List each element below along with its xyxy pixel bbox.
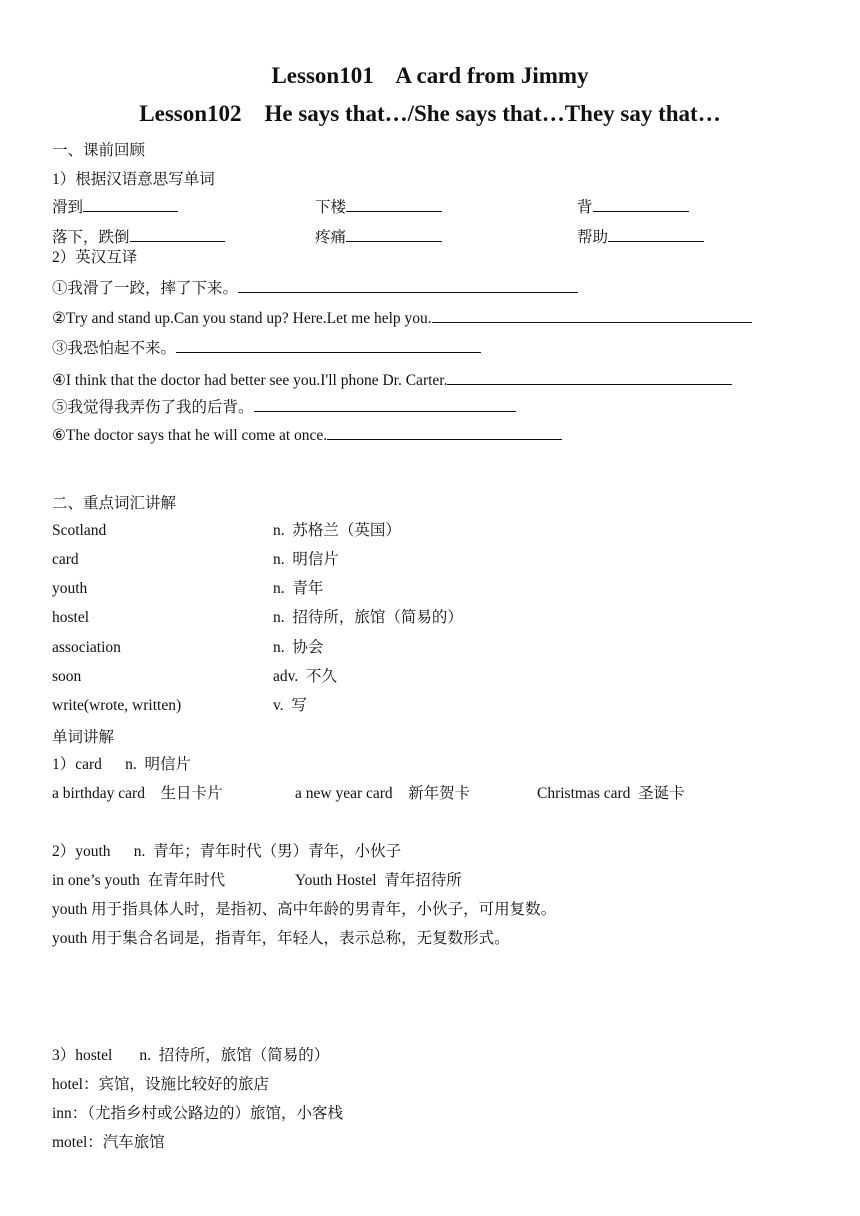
word-label: 滑到: [52, 199, 84, 216]
answer-blank[interactable]: [593, 196, 689, 212]
word-blank-6: [577, 226, 704, 248]
vocab-word: soon: [52, 668, 82, 685]
vocab-word: Scotland: [52, 522, 107, 539]
explain-heading: 单词讲解: [52, 729, 115, 746]
youth-entry-head: 2）youth n. 青年；青年时代（男）青年，小伙子: [52, 843, 402, 860]
vocab-definition: n. 青年: [273, 580, 324, 597]
youth-example: in one’s youth 在青年时代: [52, 872, 226, 889]
review-heading: 一、课前回顾: [52, 142, 146, 159]
answer-blank[interactable]: [176, 337, 481, 353]
sentence-text: ⑤我觉得我弄伤了我的后背。: [52, 399, 254, 416]
vocab-heading: 二、重点词汇讲解: [52, 495, 177, 512]
youth-note: youth 用于集合名词是，指青年，年轻人，表示总称，无复数形式。: [52, 930, 510, 947]
translate-sentence-5: [52, 396, 516, 418]
card-example: Christmas card 圣诞卡: [537, 785, 685, 802]
answer-blank[interactable]: [346, 226, 442, 242]
word-label: 下楼: [315, 199, 347, 216]
answer-blank[interactable]: [130, 226, 225, 242]
translate-sentence-6: [52, 424, 562, 446]
sentence-text: ③我恐怕起不来。: [52, 340, 177, 357]
vocab-definition: n. 明信片: [273, 551, 339, 568]
word-label: 疼痛: [315, 229, 347, 246]
sentence-text: ⑥The doctor says that he will come at once.: [52, 427, 328, 444]
hostel-note: inn：（尤指乡村或公路边的）旅馆，小客栈: [52, 1105, 344, 1122]
sentence-text: ②Try and stand up.Can you stand up? Here.Let me help you.: [52, 310, 432, 327]
card-example: a birthday card 生日卡片: [52, 785, 223, 802]
sentence-text: ④I think that the doctor had better see you.I'll phone Dr. Carter.: [52, 372, 448, 389]
hostel-note: motel：汽车旅馆: [52, 1134, 165, 1151]
word-blank-5: [315, 226, 442, 248]
answer-blank[interactable]: [83, 196, 178, 212]
hostel-entry-head: 3）hostel n. 招待所，旅馆（简易的）: [52, 1047, 330, 1064]
part2-heading: 2）英汉互译: [52, 249, 138, 266]
sentence-text: ①我滑了一跤，摔了下来。: [52, 280, 239, 297]
word-blank-4: [52, 226, 225, 248]
word-blank-2: [315, 196, 442, 218]
vocab-word: association: [52, 639, 121, 656]
translate-sentence-4: [52, 369, 732, 391]
word-label: 背: [577, 199, 593, 216]
vocab-word: card: [52, 551, 79, 568]
card-entry-head: 1）card n. 明信片: [52, 756, 192, 773]
lesson-title-2: Lesson102 He says that…/She says that…They say that…: [139, 101, 721, 126]
answer-blank[interactable]: [432, 307, 752, 323]
vocab-definition: v. 写: [273, 697, 307, 714]
word-blank-3: [577, 196, 689, 218]
answer-blank[interactable]: [447, 369, 732, 385]
part1-heading: 1）根据汉语意思写单词: [52, 171, 215, 188]
answer-blank[interactable]: [254, 396, 516, 412]
answer-blank[interactable]: [327, 424, 562, 440]
word-blank-1: [52, 196, 178, 218]
vocab-definition: n. 协会: [273, 639, 324, 656]
lesson-title-1: Lesson101 A card from Jimmy: [271, 63, 589, 88]
translate-sentence-1: [52, 277, 578, 299]
vocab-definition: n. 招待所，旅馆（简易的）: [273, 609, 463, 626]
vocab-word: hostel: [52, 609, 90, 626]
word-label: 帮助: [577, 229, 609, 246]
answer-blank[interactable]: [346, 196, 442, 212]
vocab-word: write(wrote, written): [52, 697, 182, 714]
youth-example: Youth Hostel 青年招待所: [295, 872, 462, 889]
answer-blank[interactable]: [238, 277, 578, 293]
vocab-word: youth: [52, 580, 88, 597]
answer-blank[interactable]: [608, 226, 704, 242]
hostel-note: hotel：宾馆，设施比较好的旅店: [52, 1076, 269, 1093]
vocab-definition: adv. 不久: [273, 668, 337, 685]
translate-sentence-2: [52, 307, 752, 329]
translate-sentence-3: [52, 337, 481, 359]
vocab-definition: n. 苏格兰（英国）: [273, 522, 401, 539]
youth-note: youth 用于指具体人时，是指初、高中年龄的男青年，小伙子，可用复数。: [52, 901, 557, 918]
card-example: a new year card 新年贺卡: [295, 785, 471, 802]
word-label: 落下，跌倒: [52, 229, 130, 246]
